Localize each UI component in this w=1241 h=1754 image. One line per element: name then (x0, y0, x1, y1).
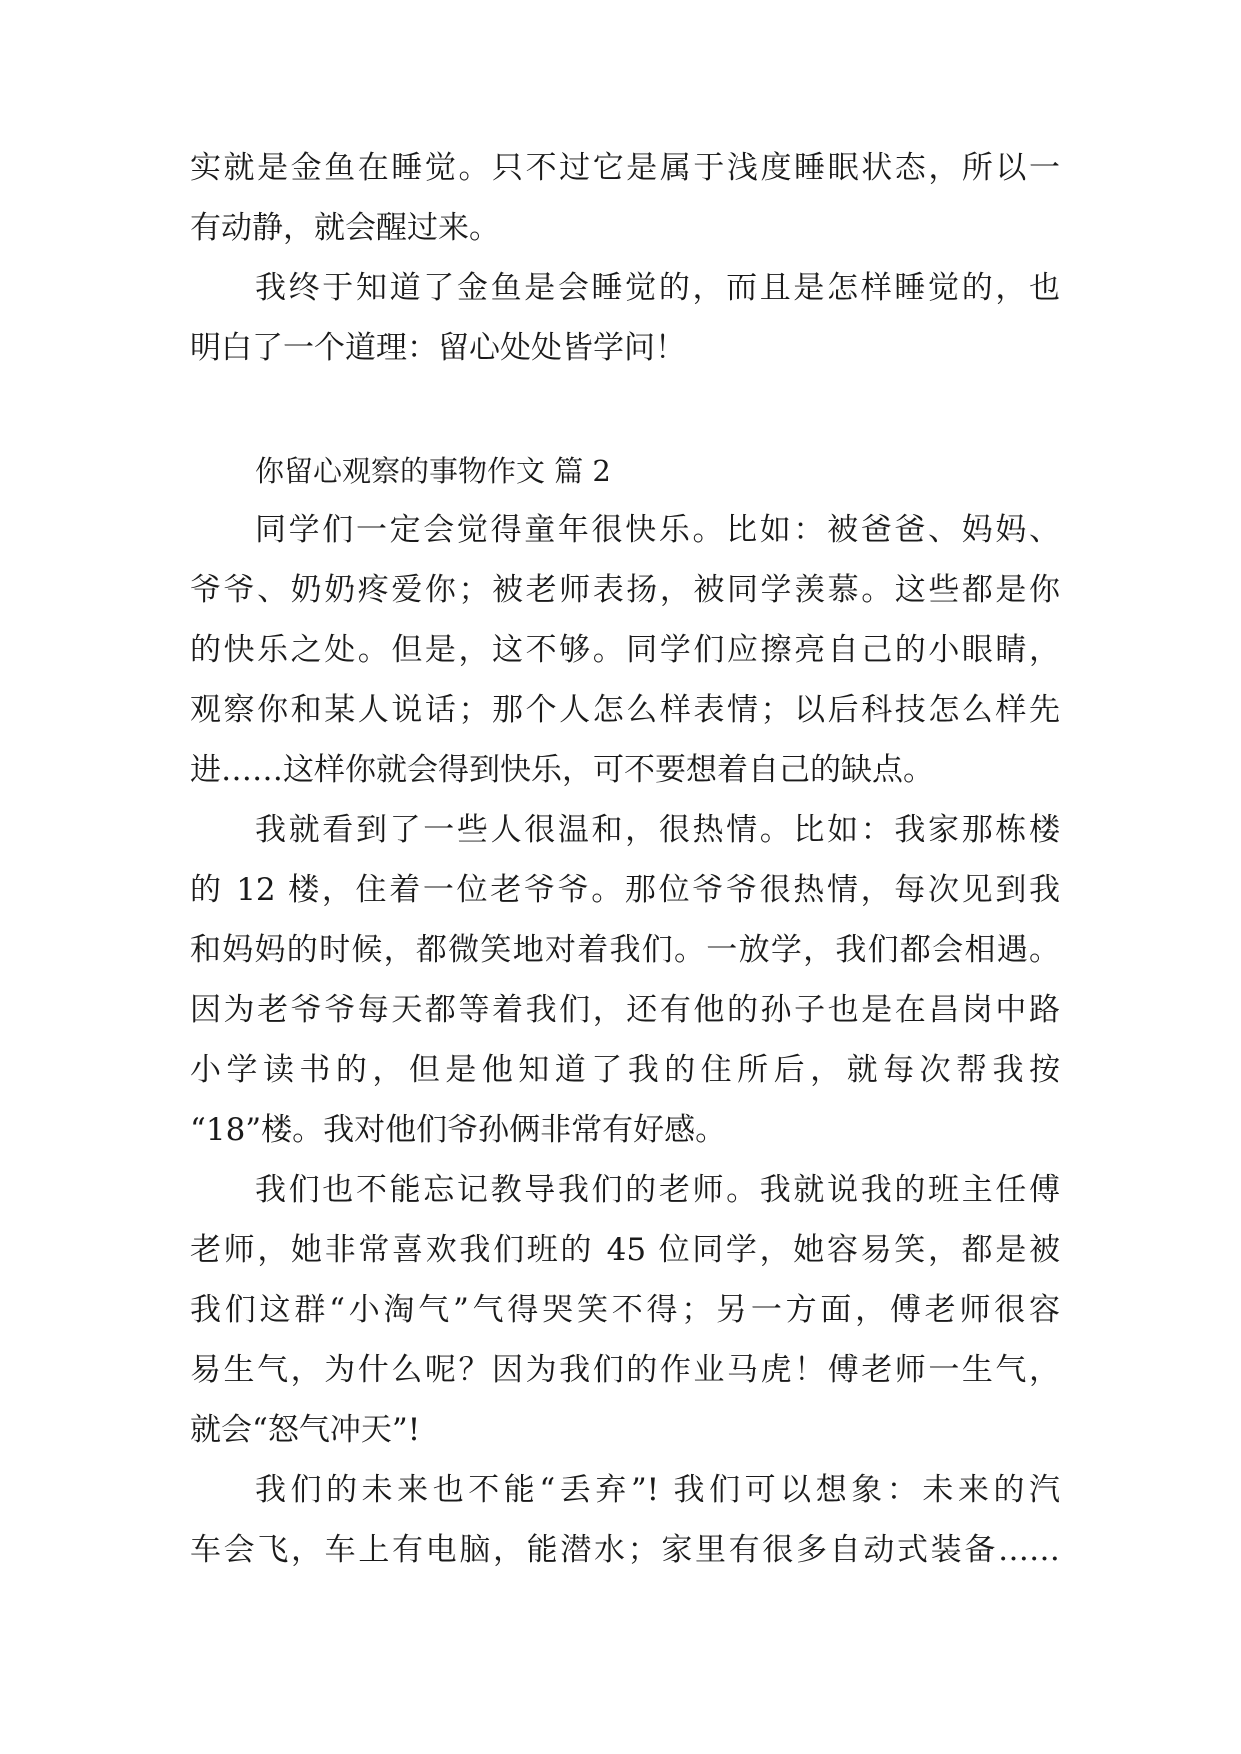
paragraph-line: 观察你和某人说话；那个人怎么样表情；以后科技怎么样先 (190, 692, 1060, 728)
paragraph-line: “18”楼。我对他们爷孙俩非常有好感。 (190, 1112, 727, 1148)
paragraph-line: 易生气，为什么呢？因为我们的作业马虎！傅老师一生气， (190, 1352, 1060, 1388)
paragraph-line: 和妈妈的时候，都微笑地对着我们。一放学，我们都会相遇。 (190, 932, 1060, 968)
paragraph-line: 小学读书的，但是他知道了我的住所后，就每次帮我按 (190, 1052, 1060, 1088)
paragraph-line: 老师，她非常喜欢我们班的 45 位同学，她容易笑，都是被 (190, 1232, 1060, 1268)
paragraph-line: 的 12 楼，住着一位老爷爷。那位爷爷很热情，每次见到我 (190, 872, 1060, 908)
paragraph-line: 同学们一定会觉得童年很快乐。比如：被爸爸、妈妈、 (255, 512, 1060, 548)
paragraph-line: 我终于知道了金鱼是会睡觉的，而且是怎样睡觉的，也 (255, 270, 1060, 306)
paragraph-line: 我们的未来也不能“丢弃”! 我们可以想象：未来的汽 (255, 1472, 1060, 1508)
paragraph-line: 进……这样你就会得到快乐，可不要想着自己的缺点。 (190, 752, 934, 788)
paragraph-line: 明白了一个道理：留心处处皆学问！ (190, 330, 686, 366)
paragraph-line: 因为老爷爷每天都等着我们，还有他的孙子也是在昌岗中路 (190, 992, 1060, 1028)
paragraph-line: 爷爷、奶奶疼爱你；被老师表扬，被同学羡慕。这些都是你 (190, 572, 1060, 608)
section-heading: 你留心观察的事物作文 篇 2 (255, 454, 611, 488)
paragraph-line: 我就看到了一些人很温和，很热情。比如：我家那栋楼 (255, 812, 1060, 848)
paragraph-line: 实就是金鱼在睡觉。只不过它是属于浅度睡眠状态，所以一 (190, 150, 1060, 186)
paragraph-line: 我们也不能忘记教导我们的老师。我就说我的班主任傅 (255, 1172, 1060, 1208)
paragraph-line: 就会“怒气冲天”! (190, 1412, 421, 1448)
paragraph-line: 车会飞，车上有电脑，能潜水；家里有很多自动式装备…… (190, 1532, 1060, 1568)
paragraph-line: 我们这群“小淘气”气得哭笑不得；另一方面，傅老师很容 (190, 1292, 1060, 1328)
paragraph-line: 有动静，就会醒过来。 (190, 210, 500, 246)
paragraph-line: 的快乐之处。但是，这不够。同学们应擦亮自己的小眼睛， (190, 632, 1060, 668)
